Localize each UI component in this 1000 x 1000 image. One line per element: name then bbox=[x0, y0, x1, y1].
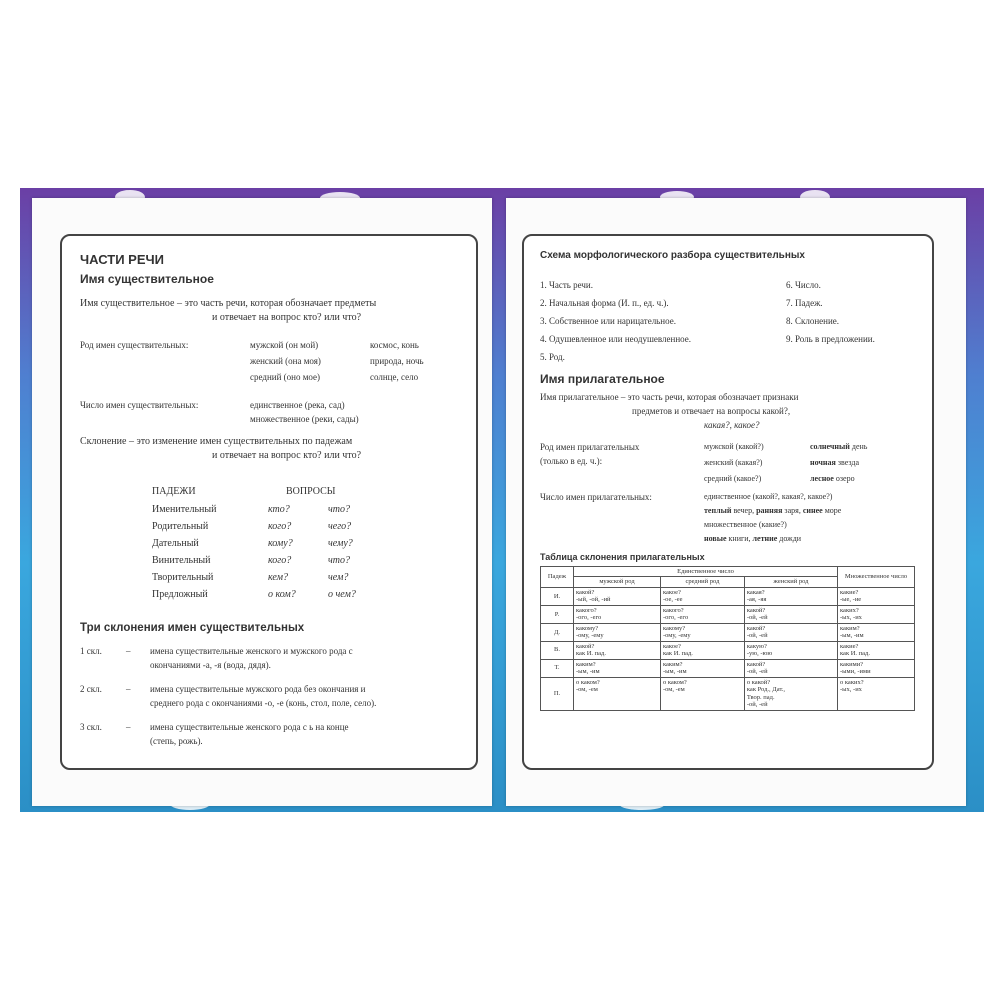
declension-definition-1: Склонение – это изменение имен существительных по падежам bbox=[80, 436, 353, 447]
table-header: мужской род bbox=[574, 577, 661, 587]
table-cell: каких? -ых, -их bbox=[838, 605, 915, 623]
adj-gender: женский (какая?) bbox=[704, 458, 763, 467]
case-question: что? bbox=[328, 555, 350, 566]
gender-example: космос, конь bbox=[370, 340, 419, 350]
gender-feminine: женский (она моя) bbox=[250, 356, 321, 366]
adjective-definition-1: Имя прилагательное – это часть речи, которая обозначает признаки bbox=[540, 392, 799, 402]
table-cell: П. bbox=[541, 677, 574, 710]
case-question: кого? bbox=[268, 521, 292, 532]
table-header: Единственное число bbox=[574, 567, 838, 577]
adj-gender: мужской (какой?) bbox=[704, 442, 764, 451]
scheme-item: 4. Одушевленное или неодушевленное. bbox=[540, 334, 692, 344]
table-row bbox=[541, 659, 915, 677]
adjective-definition-3: какая?, какое? bbox=[704, 420, 760, 430]
table-cell: какими? -ыми, -ими bbox=[838, 659, 915, 677]
left-page bbox=[32, 198, 492, 806]
table-header: Падеж bbox=[541, 567, 574, 588]
adjective-heading: Имя прилагательное bbox=[540, 372, 665, 386]
declension-definition-2: и отвечает на вопрос кто? или что? bbox=[212, 450, 362, 461]
table-cell: какой? как И. пад. bbox=[574, 641, 661, 659]
case-name: Творительный bbox=[152, 572, 214, 583]
gender-example: природа, ночь bbox=[370, 356, 424, 366]
decl-dash: – bbox=[126, 684, 131, 694]
decl-text: имена существительные мужского рода без окончания и bbox=[150, 684, 366, 694]
case-question: чего? bbox=[328, 521, 352, 532]
questions-header: ВОПРОСЫ bbox=[286, 486, 336, 497]
table-cell: какому? -ому, -ему bbox=[660, 623, 744, 641]
scheme-item: 2. Начальная форма (И. п., ед. ч.). bbox=[540, 298, 669, 308]
table-cell: какого? -ого, -его bbox=[574, 605, 661, 623]
adj-gender-example: солнечный день bbox=[810, 442, 868, 451]
adj-gender: средний (какое?) bbox=[704, 474, 762, 483]
number-plural: множественное (реки, сады) bbox=[250, 414, 359, 424]
scheme-item: 5. Род. bbox=[540, 352, 565, 362]
gender-example: солнце, село bbox=[370, 372, 419, 382]
table-cell: каким? -ым, -им bbox=[838, 623, 915, 641]
table-cell: какой? -ой, -ей bbox=[744, 605, 837, 623]
table-cell: какая? -ая, -яя bbox=[744, 587, 837, 605]
decl-dash: – bbox=[126, 722, 131, 732]
scheme-item: 1. Часть речи. bbox=[540, 280, 593, 290]
case-question: о ком? bbox=[268, 589, 296, 600]
adj-number-singular: единственное (какой?, какая?, какое?) bbox=[704, 492, 833, 501]
case-name: Предложный bbox=[152, 589, 208, 600]
case-question: что? bbox=[328, 504, 350, 515]
number-singular: единственное (река, сад) bbox=[250, 400, 345, 410]
case-question: кто? bbox=[268, 504, 290, 515]
table-cell: какого? -ого, -его bbox=[660, 605, 744, 623]
case-name: Именительный bbox=[152, 504, 217, 515]
table-cell: какой? -ой, -ей bbox=[744, 623, 837, 641]
adj-gender-example: лесное озеро bbox=[810, 474, 855, 483]
noun-definition-1: Имя существительное – это часть речи, которая обозначает предметы bbox=[80, 298, 377, 309]
adj-number-plural-example: новые книги, летние дожди bbox=[704, 534, 802, 543]
table-row bbox=[541, 605, 915, 623]
table-cell: какие? как И. пад. bbox=[838, 641, 915, 659]
adjective-definition-2: предметов и отвечает на вопросы какой?, bbox=[632, 406, 791, 416]
scheme-item: 8. Склонение. bbox=[786, 316, 840, 326]
table-cell: о каких? -ых, -их bbox=[838, 677, 915, 710]
case-name: Дательный bbox=[152, 538, 199, 549]
table-row bbox=[541, 641, 915, 659]
case-name: Винительный bbox=[152, 555, 211, 566]
table-cell: какой? -ый, -ой, -ий bbox=[574, 587, 661, 605]
table-row bbox=[541, 677, 915, 710]
table-cell: какому? -ому, -ему bbox=[574, 623, 661, 641]
table-cell: какой? -ой, -ей bbox=[744, 659, 837, 677]
scheme-item: 9. Роль в предложении. bbox=[786, 334, 875, 344]
case-question: кем? bbox=[268, 572, 288, 583]
adj-gender-label: Род имен прилагательных bbox=[540, 442, 640, 452]
table-cell: о какой? как Род., Дат., Твор. пад. -ой, -ей bbox=[744, 677, 837, 710]
table-cell: В. bbox=[541, 641, 574, 659]
table-cell: о каком? -ом, -ем bbox=[660, 677, 744, 710]
scheme-item: 3. Собственное или нарицательное. bbox=[540, 316, 676, 326]
gender-neuter: средний (оно мое) bbox=[250, 372, 321, 382]
table-cell: какое? как И. пад. bbox=[660, 641, 744, 659]
decl-text: имена существительные женского и мужского рода с bbox=[150, 646, 353, 656]
table-header: женский род bbox=[744, 577, 837, 587]
scheme-item: 7. Падеж. bbox=[786, 298, 823, 308]
right-page bbox=[506, 198, 966, 806]
decl-text: (степь, рожь). bbox=[150, 736, 203, 746]
table-cell: о каком? -ом, -ем bbox=[574, 677, 661, 710]
table-cell: какую? -ую, -юю bbox=[744, 641, 837, 659]
declension-table bbox=[540, 566, 915, 711]
decl-label: 1 скл. bbox=[80, 646, 102, 656]
case-question: чему? bbox=[328, 538, 353, 549]
table-cell: Т. bbox=[541, 659, 574, 677]
noun-definition-2: и отвечает на вопрос кто? или что? bbox=[212, 312, 362, 323]
case-question: кому? bbox=[268, 538, 293, 549]
adj-number-singular-example: теплый вечер, ранняя заря, синее море bbox=[704, 506, 842, 515]
table-cell: Р. bbox=[541, 605, 574, 623]
table-cell: Д. bbox=[541, 623, 574, 641]
table-header: средний род bbox=[660, 577, 744, 587]
page-title: ЧАСТИ РЕЧИ bbox=[80, 252, 164, 267]
table-cell: И. bbox=[541, 587, 574, 605]
decl-text: имена существительные женского рода с ь на конце bbox=[150, 722, 349, 732]
number-label: Число имен существительных: bbox=[80, 400, 199, 410]
adj-number-plural: множественное (какие?) bbox=[704, 520, 787, 529]
cases-header: ПАДЕЖИ bbox=[152, 486, 196, 497]
table-cell: каким? -ым, -им bbox=[660, 659, 744, 677]
right-frame bbox=[522, 234, 934, 770]
table-row bbox=[541, 587, 915, 605]
table-row bbox=[541, 623, 915, 641]
adj-gender-example: ночная звезда bbox=[810, 458, 860, 467]
noun-heading: Имя существительное bbox=[80, 272, 214, 286]
table-title: Таблица склонения прилагательных bbox=[540, 552, 705, 562]
table-cell: каким? -ым, -им bbox=[574, 659, 661, 677]
gender-label: Род имен существительных: bbox=[80, 340, 189, 350]
scheme-title: Схема морфологического разбора существительных bbox=[540, 250, 805, 261]
case-name: Родительный bbox=[152, 521, 209, 532]
three-declensions-heading: Три склонения имен существительных bbox=[80, 622, 305, 634]
decl-label: 3 скл. bbox=[80, 722, 102, 732]
table-cell: какие? -ые, -ие bbox=[838, 587, 915, 605]
left-frame bbox=[60, 234, 478, 770]
adj-gender-label: (только в ед. ч.): bbox=[540, 456, 603, 466]
table-header: Множественное число bbox=[838, 567, 915, 588]
scheme-item: 6. Число. bbox=[786, 280, 821, 290]
case-question: чем? bbox=[328, 572, 349, 583]
adj-number-label: Число имен прилагательных: bbox=[540, 492, 652, 502]
decl-text: среднего рода с окончаниями -о, -е (конь, стол, поле, село). bbox=[150, 698, 377, 708]
case-question: о чем? bbox=[328, 589, 356, 600]
decl-dash: – bbox=[126, 646, 131, 656]
case-question: кого? bbox=[268, 555, 292, 566]
decl-text: окончаниями -а, -я (вода, дядя). bbox=[150, 660, 271, 670]
table-cell: какое? -ое, -ее bbox=[660, 587, 744, 605]
decl-label: 2 скл. bbox=[80, 684, 102, 694]
gender-masculine: мужской (он мой) bbox=[250, 340, 319, 350]
